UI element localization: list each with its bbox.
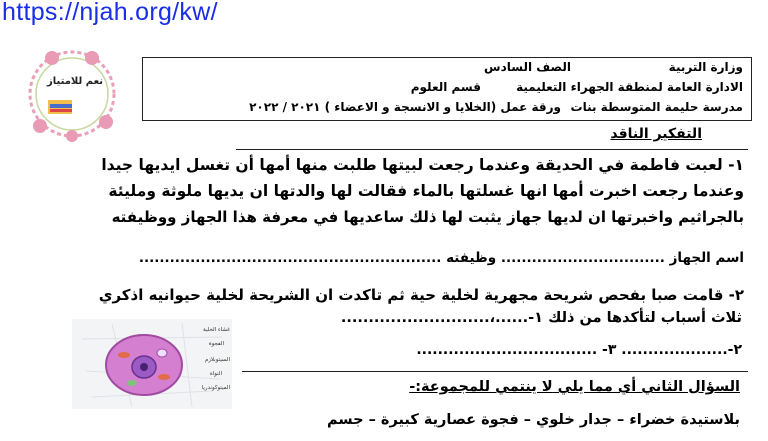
question1-line3: بالجراثيم واخبرتها ان لديها جهاز يثبت لها ذلك ساعديها في معرفة هذا الجهاز ووظيفته <box>111 208 744 226</box>
label-vacuole: الفجوة <box>208 341 224 347</box>
directorate-label: الادارة العامة لمنطقة الجهراء التعليمية <box>516 80 743 94</box>
question2-line3: ٢-.................... ٣- .................................. <box>416 342 742 358</box>
school-label: مدرسة حليمة المتوسطة بنات <box>570 100 743 114</box>
question1-line2: وعندما رجعت اخبرت أمها انها غسلتها بالماء فقالت لها والدتها ان يديها ملوثة ومليئة <box>108 182 744 200</box>
badge-wreath <box>20 42 124 146</box>
question1-answer-line: اسم الجهاز ................................ وظيفته ........................................................... <box>138 250 744 266</box>
header-box <box>142 57 752 121</box>
label-membrane: غشاء الخلية <box>203 327 230 333</box>
label-mitochondria: الميتوكوندريا <box>201 385 230 391</box>
worksheet-title: ورقة عمل (الخلايا و الانسجة و الاعضاء ) ٢٠٢١ / ٢٠٢٢ <box>249 100 561 114</box>
badge-text: نعم للامتياز <box>47 76 103 87</box>
ministry-label: وزارة التربية <box>668 60 743 74</box>
question2-line2: ثلاث أسباب لتأكدها من ذلك ١-......،........................... <box>340 310 742 326</box>
label-nucleus: النواة <box>209 371 222 377</box>
critical-thinking-title: التفكير الناقد <box>610 126 702 142</box>
grade-label: الصف السادس <box>484 60 571 74</box>
department-label: قسم العلوم <box>410 80 481 94</box>
question2-title: السؤال الثاني أي مما يلي لا ينتمي للمجموعة:- <box>409 379 740 395</box>
question1-line1: ١- لعبت فاطمة في الحديقة وعندما رجعت لبيتها طلبت منها أمها أن تغسل ايديها جيدا <box>101 156 744 174</box>
divider-top <box>236 149 748 150</box>
label-cytoplasm: السيتوبلازم <box>204 357 230 363</box>
question2-options: بلاستيدة خضراء – جدار خلوي – فجوة عصارية كبيرة – جسم <box>327 412 740 428</box>
divider-bottom <box>242 371 748 372</box>
badge-logo <box>20 42 124 146</box>
source-url[interactable]: https://njah.org/kw/ <box>2 0 218 26</box>
question2-line1: ٢- قامت صبا بفحص شريحة مجهرية لخلية حية ثم تاكدت ان الشريحة لخلية حيوانيه اذكري <box>98 286 744 304</box>
animal-cell-diagram <box>72 319 232 409</box>
